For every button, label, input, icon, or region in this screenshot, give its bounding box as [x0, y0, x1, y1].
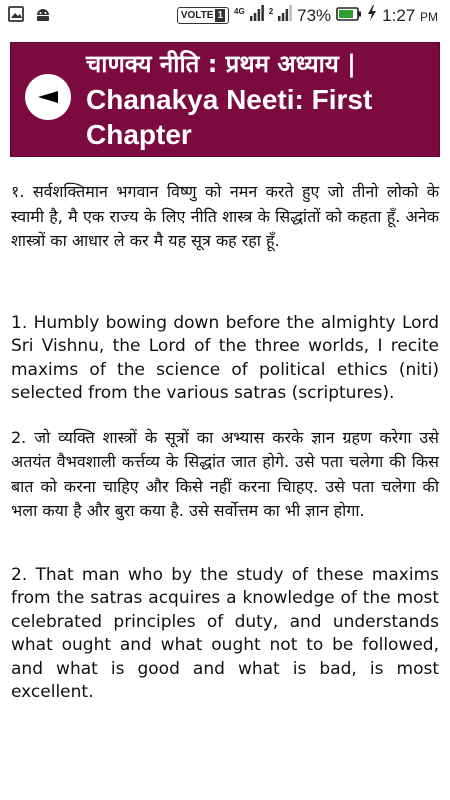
- signal-icon-2: [278, 5, 292, 26]
- clock: 1:27 PM: [382, 5, 438, 25]
- android-icon: [34, 6, 52, 27]
- battery-percent: 73%: [297, 5, 332, 25]
- battery-icon: [336, 6, 362, 26]
- verse-2-hindi: 2. जो व्यक्ति शास्त्रों के सूत्रों का अभ्यास करके ज्ञान ग्रहण करेगा उसे अतयंत वैभवशाली कर्त्तव्य के सिद्धांत जात होगे. उसे पता चलेगा की किस बात को करना चाहिए और किसे नहीं करना चिाहए. उसे पता चलेगा की भला कया है और बुरा कया है. उसे सर्वोत्तम का भी ज्ञान होगा.: [11, 427, 439, 520]
- verse-1-hindi: १. सर्वशक्तिमान भगवान विष्णु को नमन करते हुए जो तीनो लोको के स्वामी है, मै एक राज्य के लिए नीति शास्त्र के सिद्धांतों को कहता हूँ. अनेक शास्त्रों का आधार ले कर मै यह सूत्र कह रहा हूँ.: [11, 182, 439, 250]
- charging-icon: [367, 5, 377, 26]
- verse-2-english: 2. That man who by the study of these maxims from the satras acquires a knowledge of the most celebrated principles of duty, and understands what ought and what ought not to be followed, and what is good and what is bad, is most excellent.: [11, 564, 439, 702]
- page-title: [86, 46, 436, 152]
- signal-icon-1: [250, 5, 264, 26]
- image-notification-icon: [8, 6, 24, 27]
- page-title-english: Chanakya Neeti: First Chapter: [86, 84, 373, 150]
- back-button[interactable]: [25, 74, 71, 120]
- status-indicators: [177, 5, 438, 26]
- network-type-label: 4G: [234, 7, 245, 16]
- notification-icons: [8, 6, 52, 27]
- sim2-label: 2: [268, 7, 274, 16]
- volte-badge: VOLTE 1: [177, 7, 229, 24]
- back-arrow-icon: [25, 74, 71, 120]
- page-title-hindi: चाणक्य नीति : प्रथम अध्याय |: [86, 50, 356, 78]
- chapter-header: [10, 42, 440, 157]
- status-bar: [0, 0, 450, 33]
- chapter-content: [11, 180, 439, 705]
- verse-1-english: 1. Humbly bowing down before the almighty Lord Sri Vishnu, the Lord of the three worlds, I recite maxims of the science of political ethics (niti) selected from the various satras (scriptures).: [11, 312, 439, 403]
